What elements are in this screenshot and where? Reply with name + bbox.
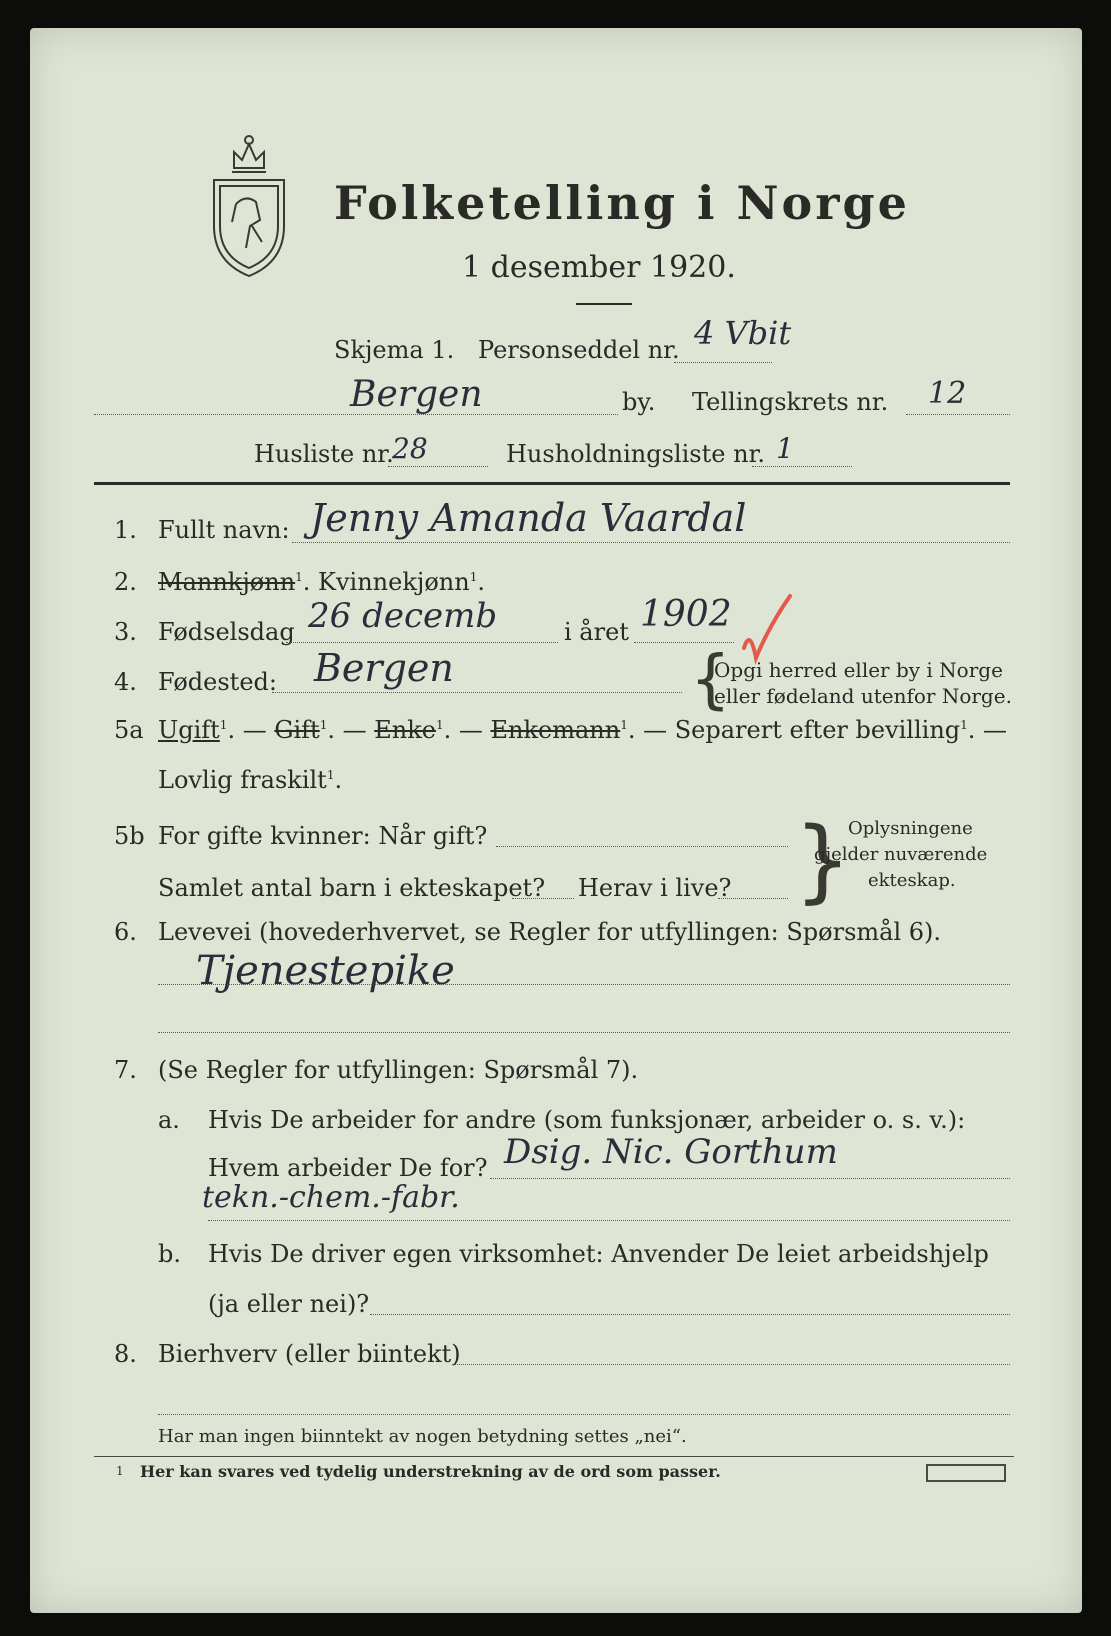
- q8-line-2: [158, 1414, 1010, 1415]
- q1-label: Fullt navn:: [158, 516, 290, 544]
- q7-number: 7.: [114, 1056, 137, 1084]
- q5a-gift: Gift: [274, 716, 320, 744]
- footnote-rule: [94, 1456, 1014, 1457]
- q5b-brace: }: [794, 808, 852, 913]
- q2-female: . Kvinnekjønn: [302, 568, 470, 596]
- tellingskrets-line: [906, 414, 1010, 415]
- form-title: Folketelling i Norge: [334, 176, 910, 230]
- q7b-line: [370, 1314, 1010, 1315]
- q4-value: Bergen: [314, 646, 454, 690]
- q7b-letter: b.: [158, 1240, 181, 1268]
- q3-number: 3.: [114, 618, 137, 646]
- q6-label: Levevei (hovederhvervet, se Regler for utfyllingen: Spørsmål 6).: [158, 918, 942, 946]
- q5a-enkemann: Enkemann: [490, 716, 621, 744]
- coat-of-arms-icon: [206, 130, 292, 280]
- q5a-separert: Separert efter bevilling: [674, 716, 961, 744]
- by-label: by.: [622, 388, 656, 416]
- q4-label: Fødested:: [158, 668, 277, 696]
- q7a-value-2: tekn.-chem.-fabr.: [202, 1180, 460, 1215]
- q2-options: [158, 568, 485, 596]
- title-divider: [576, 303, 632, 305]
- husholdningsliste-value: 1: [776, 432, 794, 465]
- q7a-value: Dsig. Nic. Gorthum: [504, 1132, 838, 1172]
- q2-number: 2.: [114, 568, 137, 596]
- q8-number: 8.: [114, 1340, 137, 1368]
- husliste-line: [388, 466, 488, 467]
- q4-brace: {: [690, 643, 731, 717]
- q5a-ugift: Ugift: [158, 716, 220, 744]
- q4-note-2: eller fødeland utenfor Norge.: [714, 684, 1012, 708]
- q5b-barn-line: [512, 898, 574, 899]
- q5b-note-2: gjelder nuværende: [814, 844, 988, 865]
- q2-male: Mannkjønn: [158, 568, 296, 596]
- q5b-barn-label: Samlet antal barn i ekteskapet?: [158, 874, 546, 902]
- q4-number: 4.: [114, 668, 137, 696]
- q7a-label: Hvis De arbeider for andre (som funksjonær, arbeider o. s. v.):: [208, 1106, 966, 1134]
- q5a-enke: Enke: [374, 716, 436, 744]
- q1-number: 1.: [114, 516, 137, 544]
- q7a-line-2: [208, 1220, 1010, 1221]
- q3-year-value: 1902: [640, 594, 732, 635]
- q3-day-value: 26 decemb: [308, 596, 498, 636]
- q2-end: .: [477, 568, 485, 596]
- husliste-value: 28: [392, 432, 428, 465]
- tellingskrets-label: Tellingskrets nr.: [692, 388, 889, 416]
- q4-line: [272, 692, 682, 693]
- header-rule: [94, 482, 1010, 485]
- husholdningsliste-label: Husholdningsliste nr.: [506, 440, 765, 468]
- tellingskrets-value: 12: [928, 376, 967, 411]
- q5a-fraskilt-row: Lovlig fraskilt$^1$.: [158, 766, 343, 794]
- q4-note-1: Opgi herred eller by i Norge: [714, 658, 1003, 682]
- q7-label: (Se Regler for utfyllingen: Spørsmål 7).: [158, 1056, 639, 1084]
- q3-day-line: [286, 642, 558, 643]
- q5b-number: 5b: [114, 822, 145, 850]
- q1-value: Jenny Amanda Vaardal: [310, 496, 747, 540]
- q5b-live-line: [718, 898, 788, 899]
- q5a-fraskilt: Lovlig fraskilt: [158, 766, 327, 794]
- census-form: [30, 28, 1082, 1613]
- q5a-number: 5a: [114, 716, 144, 744]
- q6-line-2: [158, 1032, 1010, 1033]
- q3-year-label: i året: [564, 618, 629, 646]
- q7a-hvem-label: Hvem arbeider De for?: [208, 1154, 488, 1182]
- q6-line-1: [158, 984, 1010, 985]
- q8-line-1: [452, 1364, 1010, 1365]
- q2-sup-2: 1: [469, 570, 478, 584]
- q8-label: Bierhverv (eller biintekt): [158, 1340, 461, 1368]
- form-date: 1 desember 1920.: [462, 250, 736, 285]
- by-value: Bergen: [350, 374, 483, 415]
- personseddel-label: Personseddel nr.: [478, 336, 680, 364]
- q6-value: Tjenestepike: [196, 948, 455, 994]
- q5b-gift-line: [496, 846, 788, 847]
- q5b-live-label: Herav i live?: [578, 874, 732, 902]
- skjema-label: Skjema 1.: [334, 336, 455, 364]
- q7a-line-1: [490, 1178, 1010, 1179]
- husholdningsliste-line: [752, 466, 852, 467]
- q6-number: 6.: [114, 918, 137, 946]
- printer-stamp: [926, 1464, 1006, 1482]
- footnote-text: Her kan svares ved tydelig understrekning av de ord som passer.: [140, 1462, 721, 1481]
- q5b-note-3: ekteskap.: [868, 870, 956, 891]
- personseddel-line: [674, 362, 772, 363]
- q7b-label-2: (ja eller nei)?: [208, 1290, 370, 1318]
- note-nei: Har man ingen biinntekt av nogen betydning settes „nei“.: [158, 1426, 687, 1447]
- personseddel-value: 4 Vbit: [694, 314, 792, 352]
- q3-label: Fødselsdag: [158, 618, 295, 646]
- q1-line: [292, 542, 1010, 543]
- q7b-label: Hvis De driver egen virksomhet: Anvender De leiet arbeidshjelp: [208, 1240, 989, 1268]
- q5b-label: For gifte kvinner: Når gift?: [158, 822, 488, 850]
- red-check-mark: [736, 588, 796, 668]
- q2-sup: 1: [295, 570, 303, 584]
- q7a-letter: a.: [158, 1106, 180, 1134]
- q5b-note-1: Oplysningene: [848, 818, 973, 839]
- husliste-label: Husliste nr.: [254, 440, 394, 468]
- footnote-number: 1: [116, 1464, 124, 1478]
- q5a-options: Ugift$^1$. — Gift$^1$. — Enke$^1$. — Enkemann$^1$. — Separert efter bevilling$^1$. —: [158, 716, 1008, 744]
